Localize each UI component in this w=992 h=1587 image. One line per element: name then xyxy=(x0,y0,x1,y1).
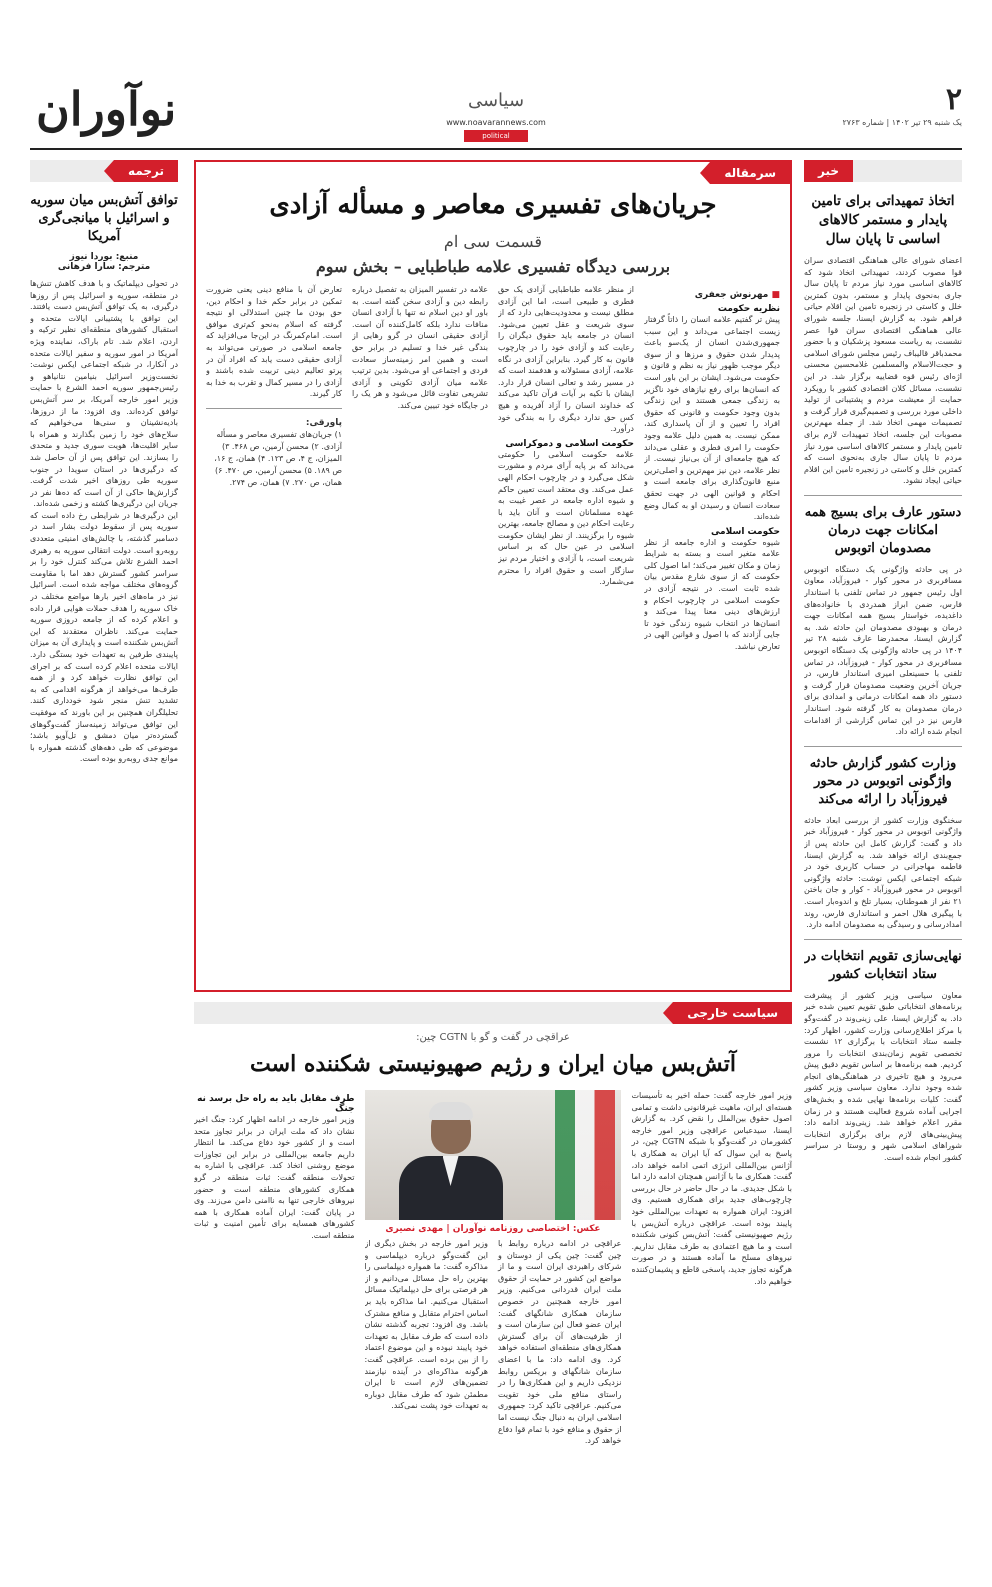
foreign-body: وزیر امور خارجه در بخش دیگری از این گفت‌وگو درباره دیپلماسی و مذاکره گفت: ما همواره دیپلماسی را بهترین راه حل مسائل می‌دانیم و از هر فرصتی برای حل دیپلماتیک مسائل استقبال می‌کنیم. اما مذاکره باید بر اساس احترام متقابل و منافع مشترک باشد. وی افزود: تجربه گذشته نشان داده است که طرف مقابل به تعهدات خود پایبند نبوده و این موضوع اعتماد را از بین برده است. عراقچی گفت: هرگونه مذاکره‌ای در آینده نیازمند تضمین‌های لازم است تا ایران مطمئن شود که طرف مقابل دوباره به تعهدات خود پشت نمی‌کند. xyxy=(364,1239,488,1411)
editorial-box xyxy=(194,160,792,992)
news-body-1: اعضای شورای عالی هماهنگی اقتصادی سران قوا مصوب کردند، تمهیداتی اتخاذ شود که کالاهای اساسی مورد نیاز مردم تا پایان سال جاری به‌نحوی پایدار و مستمر، بدون کمترین خلل و کاستی در زنجیره تامین این اقلام حیاتی فراهم شود. به گزارش ایسنا، جلسه شورای عالی هماهنگی اقتصادی سران قوا عصر نشست، به ریاست مسعود پزشکیان و با حضور محمدباقر قالیباف رئیس مجلس شورای اسلامی و حجت‌الاسلام والمسلمین غلامحسین محسنی اژه‌ای رئیس قوه قضاییه برگزار شد. در این نشست، مسائل کلان اقتصادی کشور با رویکرد حمایت از معیشت مردم و پشتیبانی از تولید داخلی مورد بررسی و تصمیم‌گیری قرار گرفت و تصمیمات مهمی اتخاذ شد. از جمله مهم‌ترین مصوبات این جلسه، اتخاذ تمهیدات لازم برای تامین پایدار و مستمر کالاهای اساسی مورد نیاز مردم تا پایان سال جاری به‌نحوی است که کمترین خلل و کاستی در زنجیره تامین این اقلام حیاتی ایجاد نشود. xyxy=(804,256,962,486)
translation-source: منبع: بوردا نیوز xyxy=(69,252,139,262)
divider xyxy=(804,746,962,747)
editorial-subhead: حکومت اسلامی و دموکراسی xyxy=(505,438,634,449)
translation-column xyxy=(30,160,178,1565)
divider xyxy=(804,939,962,940)
news-headline-3: وزارت کشور گزارش حادثه واژگونی اتوبوس در محور فیروزآباد را ارائه می‌کند xyxy=(809,755,957,807)
editorial-subhead: حکومت اسلامی xyxy=(710,526,780,537)
editorial-col-4 xyxy=(206,284,342,982)
translation-body: این درگیری‌ها در شرایطی رخ داده است که سوریه پس از سقوط دولت بشار اسد در دسامبر گذشته، با چالش‌های امنیتی متعددی روبه‌رو است. دولت انتقالی سوریه به رهبری احمد الشرع تلاش می‌کند کنترل خود را بر سراسر کشور گسترش دهد اما با مقاومت گروه‌های مختلف مواجه شده است. اسرائیل نیز در ماه‌های اخیر بارها مواضع مختلف در خاک سوریه را هدف حملات هوایی قرار داده و اعلام کرده که از جامعه دروزی سوریه حمایت می‌کند. ناظران معتقدند که این آتش‌بس شکننده است و پایداری آن به میزان پایبندی طرفین به تعهدات خود بستگی دارد. ایالات متحده اعلام کرده است که بر اجرای این توافق نظارت خواهد کرد و از همه طرف‌ها می‌خواهد از هرگونه اقدامی که به تشدید تنش منجر شود خودداری کنند. تحلیلگران همچنین بر این باورند که موفقیت این توافق می‌تواند زمینه‌ساز گفت‌وگوهای گسترده‌تر میان دمشق و تل‌آویو باشد؛ موضوعی که طی دهه‌های گذشته همواره با موانع جدی روبه‌رو بوده است. xyxy=(30,510,178,764)
editorial-body: از منظر علامه طباطبایی آزادی یک حق فطری و طبیعی است، اما این آزادی مطلق نیست و محدودیت‌هایی دارد که از سوی شریعت و عقل تعیین می‌شود. انسان در جامعه باید حقوق دیگران را رعایت کند و آزادی خود را در چارچوب قانون به کار گیرد. بنابراین آزادی در نگاه علامه، آزادی مسئولانه و هدفمند است که در مسیر رشد و تعالی انسان قرار دارد. ایشان با تکیه بر آیات قرآن تاکید می‌کند که خداوند انسان را آزاد آفریده و هیچ کس حق ندارد دیگری را به بندگی خود درآورد. xyxy=(498,285,634,434)
editorial-body: علامه حکومت اسلامی را حکومتی می‌داند که بر پایه آرای مردم و مشورت شکل می‌گیرد و در چارچوب احکام الهی عمل می‌کند. وی معتقد است تعیین حاکم و شیوه اداره جامعه در عصر غیبت به عهده مسلمانان است و آنان باید با رعایت احکام دین و مصالح جامعه، بهترین شیوه را برگزینند. از نظر ایشان حکومت اسلامی در عین حال که بر اساس شریعت است، با آزادی و اختیار مردم نیز سازگار است و حقوق افراد را محترم می‌شمارد. xyxy=(498,449,634,587)
editorial-body: شیوه حکومت و اداره جامعه از نظر علامه متغیر است و بسته به شرایط زمان و مکان تغییر می‌کند؛ اما اصول کلی حکومت که از سوی شارع مقدس بیان شده ثابت است. در نتیجه آزادی در حکومت اسلامی در چارچوب احکام و ارزش‌های دینی معنا پیدا می‌کند و انسان‌ها در انتخاب شیوه زندگی خود تا جایی آزادند که با اصول و قوانین الهی در تعارض نباشد. xyxy=(644,537,780,652)
news-label-bar xyxy=(804,160,962,182)
masthead-divider xyxy=(30,148,962,150)
editorial-body: تعارض آن با منافع دینی یعنی ضرورت تمکین در برابر حکم خدا و احکام دین، حق بودن ما چنین استدلالی او نتیجه گرفته که اسلام به‌نحو کم‌تری موافق است. امام‌کمرنگ در این‌جا می‌افزاید که جامعه اسلامی در صورتی می‌تواند به آزادی حقیقی دست یابد که افراد آن در پرتو تعالیم دینی تربیت شده باشند و آزادی را در مسیر کمال و تقرب به خدا به کار گیرند. xyxy=(206,285,342,399)
editorial-columns xyxy=(206,284,780,982)
news-body-3: سخنگوی وزارت کشور از بررسی ابعاد حادثه واژگونی اتوبوس در محور کوار - فیروزآباد خبر داد و گفت: گزارش کامل این حادثه پس از جمع‌بندی ارائه خواهد شد. به گزارش ایسنا، فاطمه مهاجرانی در حساب کاربری خود در شبکه اجتماعی ایکس نوشت: حادثه واژگونی اتوبوس در محور فیروزآباد - کوار و جان باختن ۲۱ نفر از هموطنان، بسیار تلخ و اندوه‌بار است. با پیگیری هلال احمر و استانداری فارس، روند امدادرسانی و رسیدگی به مصدومان ادامه دارد. xyxy=(804,815,962,930)
translation-label-bar xyxy=(30,160,178,182)
masthead xyxy=(0,0,992,150)
translation-headline: توافق آتش‌بس میان سوریه و اسرائیل با میانجی‌گری آمریکا xyxy=(30,193,178,244)
editorial-author: ■ مهرنوش جعفری xyxy=(644,290,780,300)
foreign-title: آتش‌بس میان ایران و رژیم صهیونیستی شکننده است xyxy=(250,1051,736,1077)
translation-body: در تحولی دیپلماتیک و با هدف کاهش تنش‌ها در منطقه، سوریه و اسرائیل پس از روزها درگیری، به یک توافق آتش‌بس دست یافتند. این توافق با پشتیبانی ایالات متحده و استقبال کشورهای منطقه‌ای نظیر ترکیه و اردن، اعلام شد. تام باراک، نماینده ویژه آمریکا در امور سوریه و سفیر ایالات متحده در آنکارا، در شبکه اجتماعی ایکس نوشت: نخست‌وزیر اسرائیل بنیامین نتانیاهو و رئیس‌جمهور سوریه احمد الشرع با حمایت وزیر امور خارجه آمریکا، بر سر آتش‌بس توافق کرده‌اند. وی افزود: ما از دروزها، بادیه‌نشینان و سنی‌ها می‌خواهیم که سلاح‌های خود را زمین بگذارند و همراه با سایر اقلیت‌ها، هویت سوری جدید و متحدی را بسازند. این توافق پس از آن حاصل شد که درگیری‌ها در استان سویدا در جنوب سوریه طی روزهای اخیر شدت گرفت. گزارش‌ها حاکی از آن است که ده‌ها نفر در جریان این درگیری‌ها کشته و زخمی شده‌اند. xyxy=(30,279,178,509)
editorial-body: پیش تر گفتیم علامه انسان را ذاتاً گرفتار زیست اجتماعی می‌داند و این سبب جمهوری‌شدن انسان از یک‌سو باعث پدیدار شدن حقوق و مرزها و از سوی دیگر موجب ظهور نیاز به نظم و قانون و حکومت می‌شود. ایشان بر این باور است که انسان‌ها برای رفع نیازهای خود ناگزیر به زندگی جمعی هستند و این زندگی بدون وجود حکومت و قانونی که حقوق افراد را تعیین و از آن پاسداری کند، ممکن نیست. به همین دلیل علامه وجود حکومت را امری فطری و عقلی می‌داند که هیچ جامعه‌ای از آن بی‌نیاز نیست. از نظر علامه، دین نیز مهم‌ترین و اصلی‌ترین منبع قانون‌گذاری برای جامعه است و احکام و قوانین الهی در جهت تحقق سعادت انسان و رسیدن او به کمال وضع شده‌اند. xyxy=(644,315,780,522)
foreign-columns xyxy=(194,1090,792,1567)
news-headline-2: دستور عارف برای بسیج همه امکانات جهت درمان مصدومان اتوبوس xyxy=(804,504,962,556)
photo-hair xyxy=(429,1102,473,1120)
foreign-kicker: عراقچی در گفت و گو با CGTN چین: xyxy=(416,1032,570,1043)
editorial-body: علامه در تفسیر المیزان به تفصیل درباره رابطه دین و آزادی سخن گفته است. به باور او دین اسلام نه تنها با آزادی انسان منافات ندارد بلکه کامل‌کننده آن است. آزادی حقیقی انسان در گرو رهایی از بندگی غیر خدا و تسلیم در برابر حق است و همین امر زمینه‌ساز سعادت فردی و اجتماعی او می‌شود. بدین ترتیب علامه میان آزادی تکوینی و آزادی تشریعی تفاوت قائل می‌شود و هر یک را در جایگاه خود تبیین می‌کند. xyxy=(352,285,488,410)
site-url[interactable]: www.noavarannews.com xyxy=(446,118,546,127)
translation-translator: مترجم: سارا فرهانی xyxy=(57,262,151,272)
news-headline-1: اتخاذ تمهیداتی برای تامین پایدار و مستمر کالاهای اساسی تا پایان سال xyxy=(811,193,955,247)
news-label: خبر xyxy=(804,160,853,182)
footnotes-text: ۱) جریان‌های تفسیری معاصر و مسأله آزادی. ۲) محسن آرمین، ص ۴۶۸. ۳) المیزان، ج ۴، ص ۱۲۳. ۴) همان، ج ۱۶، ص ۱۸۹. ۵) محسن آرمین، ص ۴۷۰. ۶) همان، ص ۲۷۰. ۷) همان، ص ۲۷۴. xyxy=(214,429,342,487)
editorial-subtitle: بررسی دیدگاه تفسیری علامه طباطبایی – بخش سوم xyxy=(315,257,671,276)
minister-photo xyxy=(365,1090,622,1220)
editorial-footnotes xyxy=(206,417,342,489)
foreign-subcols xyxy=(365,1238,622,1447)
divider xyxy=(206,408,342,409)
editorial-col-2 xyxy=(498,284,634,982)
news-body-4: معاون سیاسی وزیر کشور از پیشرفت برنامه‌های انتخاباتی طبق تقویم تعیین شده خبر داد. به گزارش ایسنا، علی زینی‌وند در گفت‌وگو با مرکز اطلاع‌رسانی وزارت کشور، اظهار کرد: جلسه ستاد انتخابات با برگزاری ۱۲ نشست تخصصی تقویم زمان‌بندی انتخابات را مرور کردیم. همه برنامه‌ها بر اساس تقویم دقیق پیش می‌رود و هیچ تاخیری در هماهنگی‌های انجام شده وجود ندارد. معاون سیاسی وزیر کشور گفت: کلیات برنامه‌ها نهایی شده و بخش‌های اجرایی آماده شروع فعالیت هستند و در زمان مقرر اعلام خواهد شد. زینی‌وند ادامه داد: پیش‌بینی‌های لازم برای برگزاری انتخابات شوراهای اسلامی شهر و روستا در سراسر کشور انجام شده است. xyxy=(804,990,962,1163)
foreign-col-1 xyxy=(631,1090,792,1567)
photo-caption: عکس: اختصاصی روزنامه نوآوران | مهدی نصیری xyxy=(385,1224,601,1234)
foreign-body: وزیر امور خارجه در ادامه اظهار کرد: جنگ اخیر نشان داد که ملت ایران در برابر تجاوز متحد است و از کشور خود دفاع می‌کند. ما انتظار داریم جامعه بین‌المللی در برابر این تجاوزات موضع روشنی اتخاذ کند. عراقچی با اشاره به تحولات منطقه گفت: ثبات منطقه در گرو همکاری کشورهای منطقه است و حضور نیروهای خارجی تنها به ناامنی دامن می‌زند. وی در پایان گفت: ایران آماده همکاری با همه کشورهای همسایه برای تأمین امنیت و ثبات منطقه است. xyxy=(194,1115,355,1240)
translation-label: ترجمه xyxy=(114,160,178,182)
foreign-body: عراقچی در ادامه درباره روابط با چین گفت: چین یکی از دوستان و شرکای راهبردی ایران است و ما از مواضع این کشور در حمایت از حقوق ملت ایران قدردانی می‌کنیم. وزیر امور خارجه همچنین در خصوص سازمان همکاری شانگهای گفت: ایران عضو فعال این سازمان است و از ظرفیت‌های آن برای گسترش همکاری‌های منطقه‌ای استفاده خواهد کرد. وی ادامه داد: ما با اعضای سازمان شانگهای و بریکس روابط نزدیکی داریم و این همکاری‌ها را در راستای منافع ملی خود تقویت می‌کنیم. عراقچی تاکید کرد: جمهوری اسلامی ایران به دنبال جنگ نیست اما از حقوق و منافع خود با تمام قوا دفاع خواهد کرد. xyxy=(497,1239,622,1446)
foreign-label: سیاست خارجی xyxy=(673,1002,792,1024)
news-column xyxy=(804,160,962,1565)
foreign-col-photo xyxy=(365,1090,622,1567)
page-number: ۲ xyxy=(945,82,962,117)
editorial-label-row xyxy=(196,162,790,184)
section-title: سیاسی xyxy=(467,90,525,111)
section-en-badge: political xyxy=(464,130,528,142)
editorial-part: قسمت سی ام xyxy=(443,232,543,251)
editorial-col-3 xyxy=(352,284,488,982)
divider xyxy=(804,495,962,496)
foreign-policy-section xyxy=(194,1002,792,1567)
foreign-label-bar xyxy=(194,1002,792,1024)
editorial-title: جریان‌های تفسیری معاصر و مسأله آزادی xyxy=(269,190,717,220)
news-body-2: در پی حادثه واژگونی یک دستگاه اتوبوس مسافربری در محور کوار - فیروزآباد، معاون اول رئیس جمهور در تماس تلفنی با استاندار فارس، ضمن ابراز همدردی با خانواده‌های داغدیده، خواستار بسیج همه امکانات جهت درمان و بهبودی مصدومان این حادثه شد. به گزارش ایسنا، محمدرضا عارف شنبه ۲۸ تیر ۱۴۰۴ در پی حادثه واژگونی یک دستگاه اتوبوس مسافربری در محور کوار - فیروزآباد، در تماس تلفنی با حسینعلی امیری استاندار فارس، در جریان آخرین وضعیت مصدومان قرار گرفت و دستور داد همه امکانات درمانی و امدادی برای درمان مصدومان به کار گرفته شود. استاندار فارس نیز در این تماس گزارشی از اقدامات انجام شده ارائه داد. xyxy=(804,564,962,737)
editorial-subhead: نظریه حکومت xyxy=(717,304,780,314)
foreign-col-3 xyxy=(194,1090,355,1567)
news-headline-4: نهایی‌سازی تقویم انتخابات در ستاد انتخابات کشور xyxy=(804,948,962,982)
footnotes-title: پاورقی: xyxy=(305,417,342,428)
editorial-col-1 xyxy=(644,284,780,982)
editorial-label: سرمقاله xyxy=(710,162,790,184)
date-line: یک شنبه ۲۹ تیر ۱۴۰۲ | شماره ۲۷۶۳ xyxy=(842,118,962,127)
iran-flag-image xyxy=(555,1090,615,1220)
newspaper-logo: نوآوران xyxy=(36,82,177,136)
foreign-body: وزیر امور خارجه گفت: حمله اخیر به تأسیسات هسته‌ای ایران، ماهیت غیرقانونی داشت و تمامی اصول حقوق بین‌الملل را نقض کرد. به گزارش ایسنا، سیدعباس عراقچی وزیر امور خارجه کشورمان در گفت‌وگو با شبکه CGTN چین، در پاسخ به این سوال که آیا ایران به همکاری با آژانس بین‌المللی انرژی اتمی ادامه خواهد داد، گفت: همکاری ما با آژانس همچنان ادامه دارد اما با شکل جدیدی. ما در حال حاضر در حال بررسی چارچوب‌های جدید برای همکاری هستیم. وی افزود: ایران همواره به تعهدات بین‌المللی خود پایبند بوده است. عراقچی درباره آتش‌بس با رژیم صهیونیستی گفت: آتش‌بس کنونی شکننده است و ما هیچ اعتمادی به طرف مقابل نداریم. نیروهای مسلح ما آماده هستند و در صورت هرگونه تجاوز جدید، پاسخی قاطع و پشیمان‌کننده خواهیم داد. xyxy=(631,1091,792,1286)
foreign-subhead: طرف مقابل باید به راه حل برسد نه جنگ xyxy=(197,1094,355,1114)
